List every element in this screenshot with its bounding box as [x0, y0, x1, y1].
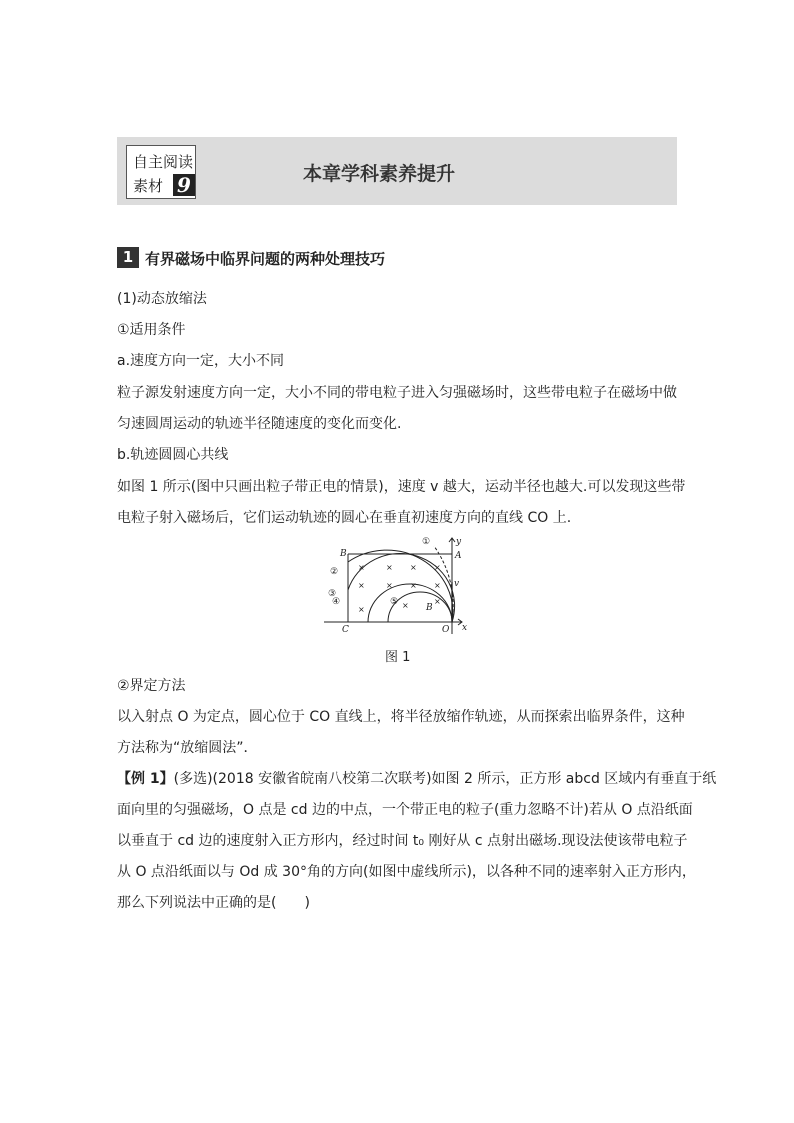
example-tag: 【例 1】 — [117, 771, 174, 787]
item-b: b.轨迹圆圆心共线 — [117, 447, 229, 463]
paragraph-line: 以垂直于 cd 边的速度射入正方形内，经过时间 t₀ 刚好从 c 点射出磁场.现设法使该带电粒子 — [117, 833, 688, 849]
item-a: a.速度方向一定，大小不同 — [117, 353, 285, 369]
paragraph-line: 以入射点 O 为定点，圆心位于 CO 直线上，将半径放缩作轨迹，从而探索出临界条件，这种 — [117, 709, 685, 725]
chapter-banner — [117, 137, 677, 205]
figure-1-diagram — [322, 534, 472, 636]
label-x: x — [462, 623, 468, 633]
label-B: B — [340, 549, 347, 559]
paragraph-line: 那么下列说法中正确的是( ) — [117, 895, 310, 911]
cross-mark: × — [386, 563, 393, 572]
section-number: 1 — [117, 247, 139, 268]
section-title: 有界磁场中临界问题的两种处理技巧 — [145, 250, 386, 268]
badge-number: 9 — [173, 174, 195, 196]
example-text: (多选)(2018 安徽省皖南八校第二次联考)如图 2 所示，正方形 abcd 区域内有垂直于纸 — [173, 771, 717, 787]
cross-mark: × — [358, 581, 365, 590]
label-circle-3: ③ — [328, 589, 337, 599]
cross-mark: × — [410, 563, 417, 572]
paragraph-line: 如图 1 所示(图中只画出粒子带正电的情景)，速度 v 越大，运动半径也越大.可以发现这些带 — [117, 479, 686, 495]
label-B-inner: B — [426, 603, 433, 613]
page-title: 本章学科素养提升 — [303, 163, 456, 185]
label-circle-1: ① — [422, 537, 431, 547]
cross-mark: × — [434, 597, 441, 606]
label-circle-5: ⑤ — [390, 597, 399, 607]
badge-label: 自主阅读 — [133, 153, 194, 171]
label-O: O — [442, 625, 450, 635]
subheading-conditions: ①适用条件 — [117, 322, 186, 338]
cross-mark: × — [410, 581, 417, 590]
cross-mark: × — [386, 581, 393, 590]
label-C: C — [342, 625, 349, 635]
paragraph-line: 粒子源发射速度方向一定，大小不同的带电粒子进入匀强磁场时，这些带电粒子在磁场中做 — [117, 385, 677, 401]
label-A: A — [455, 551, 462, 561]
subheading-method: ②界定方法 — [117, 678, 186, 694]
paragraph-line: 电粒子射入磁场后，它们运动轨迹的圆心在垂直初速度方向的直线 CO 上. — [117, 510, 572, 526]
cross-mark: × — [434, 563, 441, 572]
cross-mark: × — [358, 563, 365, 572]
label-circle-2: ② — [330, 567, 339, 577]
label-v: v — [454, 579, 460, 589]
label-y: y — [456, 537, 462, 547]
label-circle-4: ④ — [332, 597, 341, 607]
paragraph-line: 匀速圆周运动的轨迹半径随速度的变化而变化. — [117, 416, 402, 432]
paragraph-line: 从 O 点沿纸面以与 Od 成 30°角的方向(如图中虚线所示)，以各种不同的速率射入正方形内， — [117, 864, 696, 880]
badge-label-2: 素材 — [133, 177, 164, 195]
paragraph-line: 方法称为“放缩圆法”． — [117, 740, 258, 756]
cross-mark: × — [434, 581, 441, 590]
example-line — [117, 770, 716, 788]
reading-badge — [126, 145, 196, 199]
paragraph-line: 面向里的匀强磁场，O 点是 cd 边的中点，一个带正电的粒子(重力忽略不计)若从 O 点沿纸面 — [117, 802, 693, 818]
figure-caption: 图 1 — [385, 650, 411, 665]
cross-mark: × — [358, 605, 365, 614]
method-heading: (1)动态放缩法 — [117, 291, 207, 307]
cross-mark: × — [402, 601, 409, 610]
